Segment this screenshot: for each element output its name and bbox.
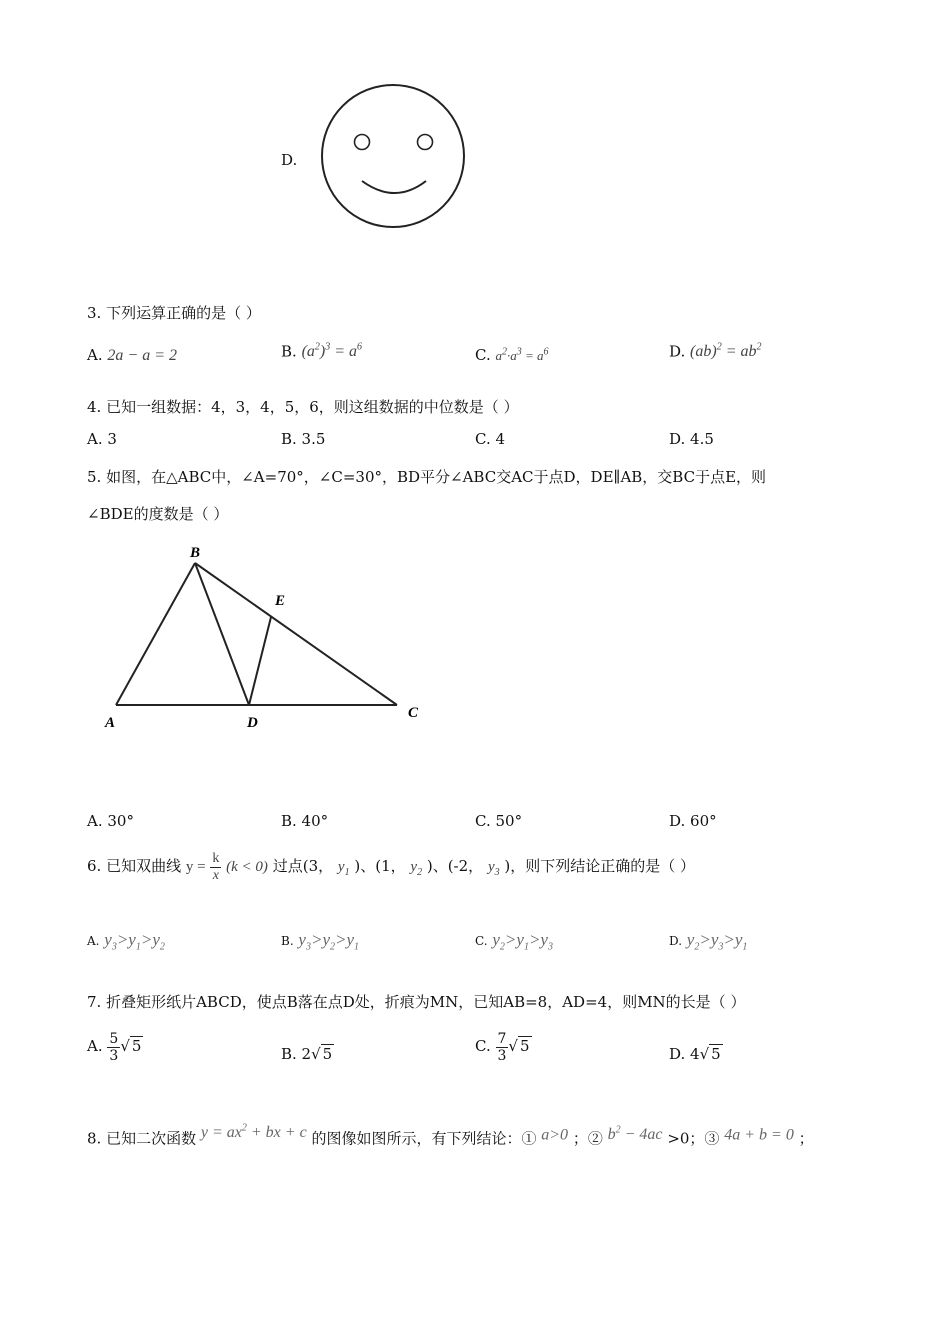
q4-stem: 4. 已知一组数据：4，3，4，5，6，则这组数据的中位数是（ ） — [87, 398, 519, 416]
q3-option-b: B. $(a^2)^3 = a^6$ — [281, 342, 363, 361]
q7-option-b: B. 2√ 5 — [281, 1045, 333, 1063]
segment-bd — [195, 563, 249, 705]
q6-option-a: A. $y_3>y_1>y_2$ — [87, 930, 165, 953]
q5-option-d: D. 60° — [669, 812, 717, 830]
q5-option-a: A. 30° — [87, 812, 134, 830]
right-eye — [418, 135, 433, 150]
q5-stem-line2: ∠BDE的度数是（ ） — [87, 505, 229, 523]
q6-stem: 6. 已知双曲线 y = $\frac{k}{x}$ (k < 0) 过点(3， $y_1$ )、(1， $y_2$ )、(-2， $y_3$ )，则下列结论正确的是（ ） — [87, 850, 696, 883]
q3-stem: 3. 下列运算正确的是（ ） — [87, 304, 261, 322]
q5-stem-line1: 5. 如图，在△ABC中，∠A=70°，∠C=30°，BD平分∠ABC交AC于点D，DE∥AB，交BC于点E，则 — [87, 468, 767, 486]
q2-option-d-label: D. — [281, 151, 298, 169]
q8-stem: 8. 已知二次函数 $y = ax^2$ + bx + c 的图像如图所示，有下列结论：① a>0 ；② $b^2 - 4ac >0$；③ 4a + b = 0 ； — [87, 1123, 814, 1148]
side-bc — [195, 563, 397, 705]
q4-option-b: B. 3.5 — [281, 430, 326, 448]
triangle-figure — [95, 535, 435, 735]
q5-option-c: C. 50° — [475, 812, 523, 830]
q7-option-a: A. $\frac{5}{3}$ √ 5 — [87, 1030, 142, 1064]
label-e: E — [275, 593, 286, 609]
q5-option-b: B. 40° — [281, 812, 329, 830]
q6-option-c: C. $y_2>y_1>y_3$ — [475, 930, 553, 953]
q6-option-b: B. $y_3>y_2>y_1$ — [281, 930, 360, 953]
label-a: A — [105, 715, 116, 731]
label-d: D — [247, 715, 258, 731]
q7-option-d: D. 4√ 5 — [669, 1045, 721, 1063]
side-ab — [116, 563, 195, 705]
q3-option-c: C. $a^2\cdot a^3 = a^6$ — [475, 346, 549, 364]
q6-option-d: D. $y_2>y_3>y_1$ — [669, 930, 748, 953]
q4-option-c: C. 4 — [475, 430, 506, 448]
q3-option-d: D. $(ab)^2 = ab^2$ — [669, 342, 762, 361]
q7-option-c: C. $\frac{7}{3}$ √ 5 — [475, 1030, 530, 1064]
segment-de — [249, 617, 271, 705]
q7-stem: 7. 折叠矩形纸片ABCD，使点B落在点D处，折痕为MN，已知AB=8，AD=4，则MN的长是（ ） — [87, 993, 746, 1011]
label-b: B — [190, 545, 201, 561]
face-outline — [322, 85, 464, 227]
q4-option-a: A. 3 — [87, 430, 117, 448]
smile — [362, 181, 426, 193]
q4-option-d: D. 4.5 — [669, 430, 714, 448]
left-eye — [355, 135, 370, 150]
label-c: C — [408, 705, 419, 721]
q3-option-a: A. 2a − a = 2 — [87, 346, 177, 364]
smiley-face-figure — [318, 80, 468, 232]
